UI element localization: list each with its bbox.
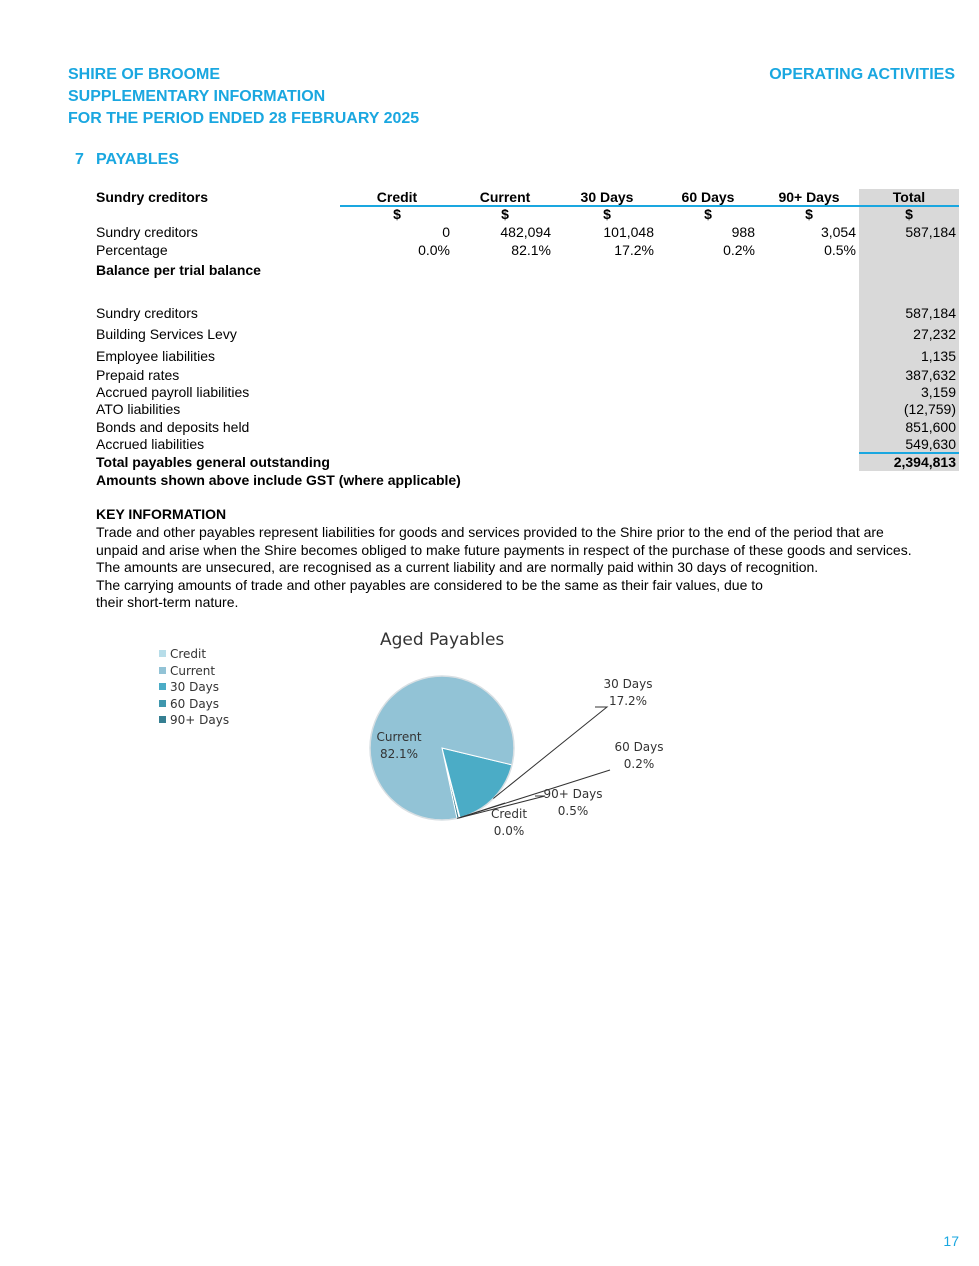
percentage-60-days: 0.2%	[723, 242, 755, 258]
pie-label-90-days	[538, 786, 608, 820]
legend-label: 30 Days	[170, 680, 220, 694]
balance-row-label: ATO liabilities	[96, 401, 181, 417]
pie-label-percent: 82.1%	[379, 747, 419, 761]
key-info-line: The carrying amounts of trade and other payables are considered to be the same as their fair values, due to	[96, 577, 763, 593]
note-number: 7	[75, 151, 84, 168]
balance-row-label: Prepaid rates	[96, 367, 180, 383]
pie-label-name: Credit	[490, 807, 528, 821]
table-row-header: Sundry creditors	[96, 189, 209, 205]
balance-row-label: Sundry creditors	[96, 305, 198, 321]
balance-row-value: 27,232	[913, 326, 956, 342]
col-header-credit: Credit	[376, 189, 418, 205]
pie-label-name: 30 Days	[603, 677, 653, 691]
report-period: FOR THE PERIOD ENDED 28 FEBRUARY 2025	[68, 110, 420, 127]
percentage-row-label: Percentage	[96, 242, 168, 258]
chart-title: Aged Payables	[380, 630, 505, 650]
legend-label: 90+ Days	[170, 713, 230, 727]
total-label: Total payables general outstanding	[96, 454, 330, 470]
unit-90-days: $	[805, 206, 813, 222]
pie-label-percent: 0.2%	[623, 757, 655, 771]
balance-row-value: 851,600	[905, 419, 956, 435]
sundry-credit: 0	[442, 224, 450, 240]
percentage-30-days: 17.2%	[614, 242, 654, 258]
total-value: 2,394,813	[893, 454, 956, 470]
balance-row-value: 587,184	[905, 305, 956, 321]
page-number: 17	[943, 1233, 959, 1249]
col-header-90-days: 90+ Days	[778, 189, 840, 205]
legend-label: Current	[170, 664, 216, 678]
pie-label-current	[365, 729, 433, 763]
balance-heading: Balance per trial balance	[96, 262, 261, 278]
percentage-current: 82.1%	[511, 242, 551, 258]
pie-label-30-days	[594, 676, 662, 710]
unit-credit: $	[393, 206, 401, 222]
unit-current: $	[501, 206, 509, 222]
balance-row-label: Bonds and deposits held	[96, 419, 250, 435]
balance-row-value: 387,632	[905, 367, 956, 383]
pie-label-60-days	[604, 739, 674, 773]
pie-label-credit	[476, 806, 542, 840]
pie-label-percent: 0.5%	[557, 804, 589, 818]
legend-label: Credit	[170, 647, 207, 661]
pie-label-name: 90+ Days	[543, 787, 603, 801]
unit-total: $	[905, 206, 913, 222]
col-header-60-days: 60 Days	[681, 189, 735, 205]
balance-row-label: Employee liabilities	[96, 348, 216, 364]
legend-label: 60 Days	[170, 697, 220, 711]
pie-label-percent: 17.2%	[608, 694, 648, 708]
org-name: SHIRE OF BROOME	[68, 66, 221, 83]
section-title: OPERATING ACTIVITIES	[769, 66, 955, 83]
note-title: PAYABLES	[96, 151, 179, 168]
key-info-line: Trade and other payables represent liabilities for goods and services provided to the Shire prior to the end of the period that are	[96, 524, 884, 540]
col-header-total: Total	[892, 189, 926, 205]
unit-30-days: $	[603, 206, 611, 222]
sundry-90-days: 3,054	[820, 224, 856, 240]
pie-label-name: 60 Days	[614, 740, 664, 754]
sundry-row-label: Sundry creditors	[96, 224, 198, 240]
key-info-line: their short-term nature.	[96, 594, 239, 610]
key-info-heading: KEY INFORMATION	[96, 506, 227, 522]
sundry-current: 482,094	[500, 224, 551, 240]
balance-row-label: Building Services Levy	[96, 326, 237, 342]
key-info-line: The amounts are unsecured, are recognised as a current liability and are normally paid within 30 days of recognition.	[96, 559, 819, 575]
percentage-90-days: 0.5%	[824, 242, 856, 258]
key-info-line: unpaid and arise when the Shire becomes obliged to make future payments in respect of the purchase of these goods and services.	[96, 542, 912, 558]
pie-label-name: Current	[376, 730, 422, 744]
balance-row-value: 1,135	[920, 348, 956, 364]
sundry-total: 587,184	[905, 224, 956, 240]
unit-60-days: $	[704, 206, 712, 222]
balance-row-label: Accrued payroll liabilities	[96, 384, 250, 400]
sundry-30-days: 101,048	[603, 224, 654, 240]
balance-row-value: (12,759)	[903, 401, 956, 417]
percentage-credit: 0.0%	[418, 242, 450, 258]
sundry-60-days: 988	[731, 224, 755, 240]
gst-note: Amounts shown above include GST (where applicable)	[96, 472, 461, 488]
balance-row-value: 3,159	[920, 384, 956, 400]
pie-label-percent: 0.0%	[493, 824, 525, 838]
balance-row-value: 549,630	[905, 436, 956, 452]
balance-row-label: Accrued liabilities	[96, 436, 205, 452]
col-header-30-days: 30 Days	[580, 189, 634, 205]
report-subtitle: SUPPLEMENTARY INFORMATION	[68, 88, 326, 105]
col-header-current: Current	[479, 189, 531, 205]
